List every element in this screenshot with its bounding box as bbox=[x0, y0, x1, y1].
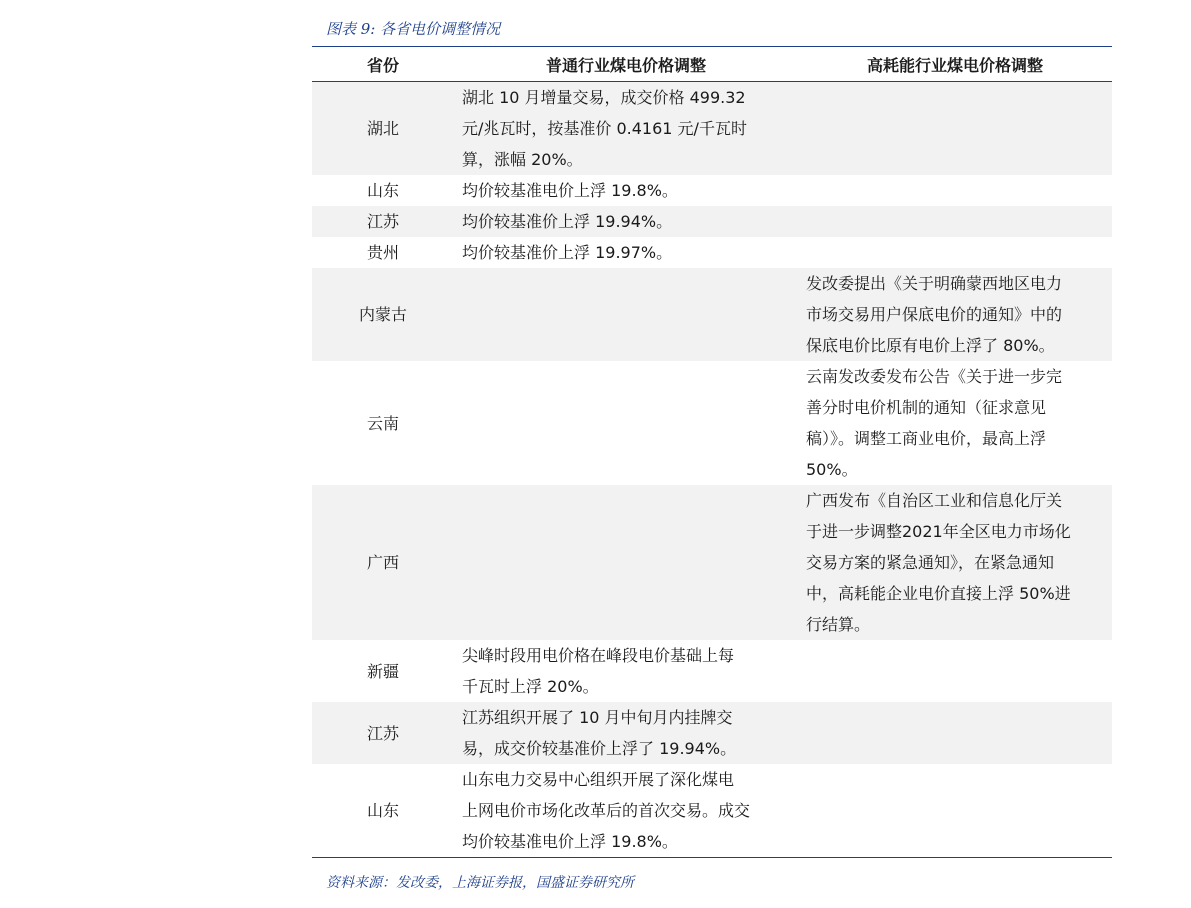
normal-adjust-cell: 均价较基准价上浮 19.97%。 bbox=[462, 243, 673, 262]
province-cell: 江苏 bbox=[312, 206, 454, 237]
table-row bbox=[312, 268, 1112, 361]
source-note: 资料来源：发改委，上海证券报，国盛证券研究所 bbox=[326, 875, 634, 891]
normal-adjust-cell: 尖峰时段用电价格在峰段电价基础上每 千瓦时上浮 20%。 bbox=[462, 646, 735, 696]
header-normal-industry: 普通行业煤电价格调整 bbox=[454, 47, 798, 82]
table-row bbox=[312, 361, 1112, 485]
table-row bbox=[312, 702, 1112, 764]
normal-adjust-cell bbox=[454, 268, 798, 361]
province-cell: 广西 bbox=[312, 485, 454, 640]
province-cell: 贵州 bbox=[366, 243, 399, 262]
high-adjust-cell bbox=[798, 82, 1112, 176]
header-high-energy-industry: 高耗能行业煤电价格调整 bbox=[798, 47, 1112, 82]
high-adjust-cell bbox=[798, 764, 1112, 858]
high-adjust-cell: 发改委提出《关于明确蒙西地区电力 市场交易用户保底电价的通知》中的 保底电价比原有电价上浮了 80%。 bbox=[798, 268, 1112, 361]
province-cell: 山东 bbox=[366, 801, 399, 820]
high-adjust-cell: 云南发改委发布公告《关于进一步完 善分时电价机制的通知（征求意见 稿）》。调整工商业电价，最高上浮 50%。 bbox=[806, 367, 1063, 479]
table-row bbox=[312, 764, 1112, 858]
table-header-row bbox=[312, 47, 1112, 82]
province-cell: 内蒙古 bbox=[312, 268, 454, 361]
province-cell: 山东 bbox=[366, 181, 399, 200]
normal-adjust-cell bbox=[454, 485, 798, 640]
table-row bbox=[312, 485, 1112, 640]
normal-adjust-cell: 均价较基准电价上浮 19.8%。 bbox=[462, 181, 678, 200]
high-adjust-cell bbox=[798, 640, 1112, 702]
table-row bbox=[312, 640, 1112, 702]
province-cell: 云南 bbox=[366, 413, 399, 433]
high-adjust-cell bbox=[798, 175, 1112, 206]
normal-adjust-cell bbox=[454, 361, 798, 485]
table-row bbox=[312, 175, 1112, 206]
province-cell: 江苏 bbox=[312, 702, 454, 764]
table-row bbox=[312, 206, 1112, 237]
high-adjust-cell bbox=[798, 702, 1112, 764]
normal-adjust-cell: 湖北 10 月增量交易，成交价格 499.32 元/兆瓦时，按基准价 0.4161 元/千瓦时 算，涨幅 20%。 bbox=[454, 82, 798, 176]
province-cell: 新疆 bbox=[366, 661, 399, 681]
high-adjust-cell bbox=[798, 237, 1112, 268]
figure-caption: 图表 9: 各省电价调整情况 bbox=[326, 20, 501, 38]
price-adjustment-table bbox=[312, 46, 1112, 858]
high-adjust-cell: 广西发布《自治区工业和信息化厅关 于进一步调整2021年全区电力市场化 交易方案的紧急通知》，在紧急通知 中，高耗能企业电价直接上浮 50%进 行结算。 bbox=[798, 485, 1112, 640]
normal-adjust-cell: 山东电力交易中心组织开展了深化煤电 上网电价市场化改革后的首次交易。成交 均价较基准电价上浮 19.8%。 bbox=[462, 770, 751, 851]
normal-adjust-cell: 均价较基准价上浮 19.94%。 bbox=[454, 206, 798, 237]
normal-adjust-cell: 江苏组织开展了 10 月中旬月内挂牌交 易，成交价较基准价上浮了 19.94%。 bbox=[454, 702, 798, 764]
province-cell: 湖北 bbox=[312, 82, 454, 176]
high-adjust-cell bbox=[798, 206, 1112, 237]
table-row bbox=[312, 237, 1112, 268]
header-province: 省份 bbox=[312, 47, 454, 82]
table-row bbox=[312, 82, 1112, 176]
